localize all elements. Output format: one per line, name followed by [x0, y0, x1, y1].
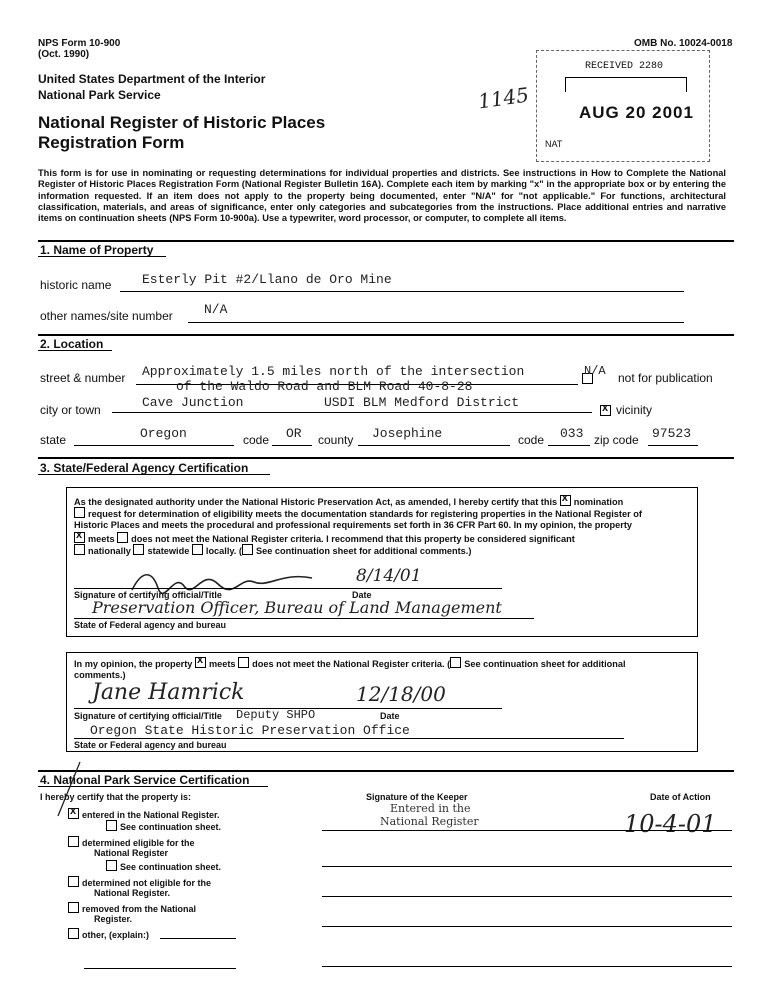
omb-number: OMB No. 10024-0018	[634, 38, 733, 49]
instructions-text: This form is for use in nominating or requesting determinations for individual properties and districts. See instructions in How to Complete the National Register of Historic Places Registration Form (National Register Bulletin 16A). Complete each item by marking "x" in the appropriate box or by entering the information requested. If an item does not apply to the property being documented, enter "N/A" for "not applicable." For functions, architectural classification, materials, and areas of significance, enter only categories and subcategories from the instructions. Place additional entries and narrative items on continuation sheets (NPS Form 10-900a). Use a typewriter, word processor, or computer, to complete all items.	[38, 168, 726, 224]
county-code-label: code	[518, 433, 545, 447]
eligible-row: determined eligible for the	[68, 836, 195, 848]
city-line	[112, 412, 592, 413]
continuation-checkbox[interactable]	[242, 544, 253, 555]
state-code-label: code	[243, 433, 270, 447]
section3-underline	[38, 474, 270, 475]
section2-underline	[38, 350, 112, 351]
signature-2: Jane Hamrick	[92, 680, 245, 705]
state-line	[74, 445, 234, 446]
meets-checkbox[interactable]	[74, 532, 85, 543]
county-code-value[interactable]: 033	[560, 426, 584, 441]
county-value[interactable]: Josephine	[372, 426, 443, 441]
not-for-publication-label: not for publication	[618, 371, 713, 385]
cert-line4: xmeets does not meet the National Register criteria. I recommend that this property be considered significant	[74, 532, 575, 546]
not-eligible-row: determined not eligible for the	[68, 876, 211, 888]
street-label: street & number	[40, 371, 126, 385]
section3-rule	[38, 457, 734, 459]
see-cont-row1: See continuation sheet.	[106, 820, 221, 832]
other-row: other, (explain:)	[68, 928, 149, 940]
sig1-date: 8/14/01	[356, 566, 422, 586]
agency1-label: State of Federal agency and bureau	[74, 620, 227, 630]
request-checkbox[interactable]	[74, 507, 85, 518]
other-keeper-line	[322, 966, 732, 967]
na-mark: N/A	[584, 364, 606, 378]
street-value-line1[interactable]: Approximately 1.5 miles north of the intersection	[142, 364, 525, 379]
section4-rule	[38, 770, 734, 772]
state-code-line	[272, 445, 312, 446]
page-title-line1: National Register of Historic Places	[38, 113, 326, 132]
section4-title: 4. National Park Service Certification	[40, 773, 250, 787]
agency1-line	[74, 618, 534, 619]
entered-line	[322, 830, 732, 831]
section3-title: 3. State/Federal Agency Certification	[40, 461, 249, 475]
section2-rule	[38, 334, 734, 336]
other-explain-line	[84, 968, 236, 969]
cert-line3: Historic Places and meets the procedural and professional requirements set forth in 36 CFR Part 60. In my opinion, the property	[74, 520, 633, 530]
department: United States Department of the Interior	[38, 72, 266, 86]
removed-line	[322, 926, 732, 927]
keeper-stamp-line2: National Register	[380, 815, 479, 828]
stamp-nat: NAT	[545, 139, 563, 149]
received-stamp	[536, 50, 710, 162]
state-label: state	[40, 433, 67, 447]
agency2-line	[74, 738, 624, 739]
historic-name-line	[120, 291, 684, 292]
not-eligible-checkbox[interactable]	[68, 876, 79, 887]
cert-line2: request for determination of eligibility meets the documentation standards for registering properties in the National Register of	[74, 507, 642, 521]
date1-label: Date	[352, 590, 372, 600]
opinion-line: In my opinion, the property x meets does not meet the National Register criteria. ( See continuation sheet for additional	[74, 657, 626, 671]
sig1-label: Signature of certifying official/Title	[74, 590, 222, 600]
state-value[interactable]: Oregon	[140, 426, 187, 441]
state-code-value[interactable]: OR	[286, 426, 302, 441]
handwritten-number: 1145	[476, 82, 531, 114]
not-eligible-line	[322, 896, 732, 897]
opinion-meets-checkbox[interactable]	[195, 657, 206, 668]
county-line	[358, 445, 510, 446]
entered-row: xentered in the National Register.	[68, 808, 220, 820]
locally-checkbox[interactable]	[192, 544, 203, 555]
section2-title: 2. Location	[40, 337, 104, 351]
see-cont-checkbox2[interactable]	[106, 860, 117, 871]
section1-underline	[38, 256, 166, 257]
historic-name-value[interactable]: Esterly Pit #2/Llano de Oro Mine	[142, 272, 392, 287]
nationally-checkbox[interactable]	[74, 544, 85, 555]
street-value-line2[interactable]: of the Waldo Road and BLM Road 40-8-28	[176, 379, 473, 394]
keeper-label: Signature of the Keeper	[366, 792, 468, 802]
opinion-not-meet-checkbox[interactable]	[238, 657, 249, 668]
agency2-label: State or Federal agency and bureau	[74, 740, 227, 750]
zip-value[interactable]: 97523	[652, 426, 692, 441]
eligible-line2: National Register	[94, 848, 169, 858]
cert-line5: nationally statewide locally. ( See continuation sheet for additional comments.)	[74, 544, 471, 558]
statewide-checkbox[interactable]	[133, 544, 144, 555]
comments-label: comments.)	[74, 670, 126, 680]
other-names-value[interactable]: N/A	[204, 302, 228, 317]
sig2-title: Deputy SHPO	[236, 708, 316, 722]
sig2-date: 12/18/00	[356, 682, 446, 706]
other-short-line	[160, 938, 236, 939]
city-label: city or town	[40, 403, 101, 417]
removed-row: removed from the National	[68, 902, 196, 914]
other-checkbox[interactable]	[68, 928, 79, 939]
cert-line1: As the designated authority under the National Historic Preservation Act, as amended, I hereby certify that this x nomination	[74, 495, 623, 509]
nomination-checkbox[interactable]	[560, 495, 571, 506]
removed-checkbox[interactable]	[68, 902, 79, 913]
service: National Park Service	[38, 88, 161, 102]
other-names-label: other names/site number	[40, 309, 173, 323]
sig1-line	[74, 588, 502, 589]
see-cont-checkbox1[interactable]	[106, 820, 117, 831]
page-title-line2: Registration Form	[38, 133, 185, 152]
entered-checkbox[interactable]	[68, 808, 79, 819]
zip-line	[648, 445, 698, 446]
other-names-line	[188, 322, 684, 323]
section1-rule	[38, 240, 734, 242]
opinion-continuation-checkbox[interactable]	[450, 657, 461, 668]
keeper-stamp-line1: Entered in the	[390, 802, 471, 815]
vicinity-label: vicinity	[616, 403, 653, 417]
not-eligible-line2: National Register.	[94, 888, 171, 898]
sig2-label: Signature of certifying official/Title	[74, 711, 222, 721]
zip-label: zip code	[594, 433, 639, 447]
form-date: (Oct. 1990)	[38, 49, 90, 60]
section1-title: 1. Name of Property	[40, 243, 154, 257]
action-label: Date of Action	[650, 792, 711, 802]
city-value[interactable]: Cave Junction	[142, 395, 244, 410]
stamp-date: AUG 20 2001	[579, 103, 694, 122]
removed-line2: Register.	[94, 914, 133, 924]
eligible-line	[322, 866, 732, 867]
not-meet-checkbox[interactable]	[117, 532, 128, 543]
form-number: NPS Form 10-900	[38, 38, 121, 49]
county-label: county	[318, 433, 354, 447]
see-cont-row2: See continuation sheet.	[106, 860, 221, 872]
certify-label: I hereby certify that the property is:	[40, 792, 192, 802]
agency2-value[interactable]: Oregon State Historic Preservation Office	[90, 723, 410, 738]
vicinity-checkbox[interactable]	[600, 402, 614, 420]
action-date: 10-4-01	[624, 810, 717, 838]
stamp-received: RECEIVED 2280	[585, 61, 664, 72]
district-value[interactable]: USDI BLM Medford District	[324, 395, 520, 410]
historic-name-label: historic name	[40, 278, 112, 292]
agency1-value: Preservation Officer, Bureau of Land Management	[92, 598, 502, 617]
county-code-line	[548, 445, 590, 446]
stamp-bracket	[565, 77, 687, 92]
eligible-checkbox[interactable]	[68, 836, 79, 847]
date2-label: Date	[380, 711, 400, 721]
